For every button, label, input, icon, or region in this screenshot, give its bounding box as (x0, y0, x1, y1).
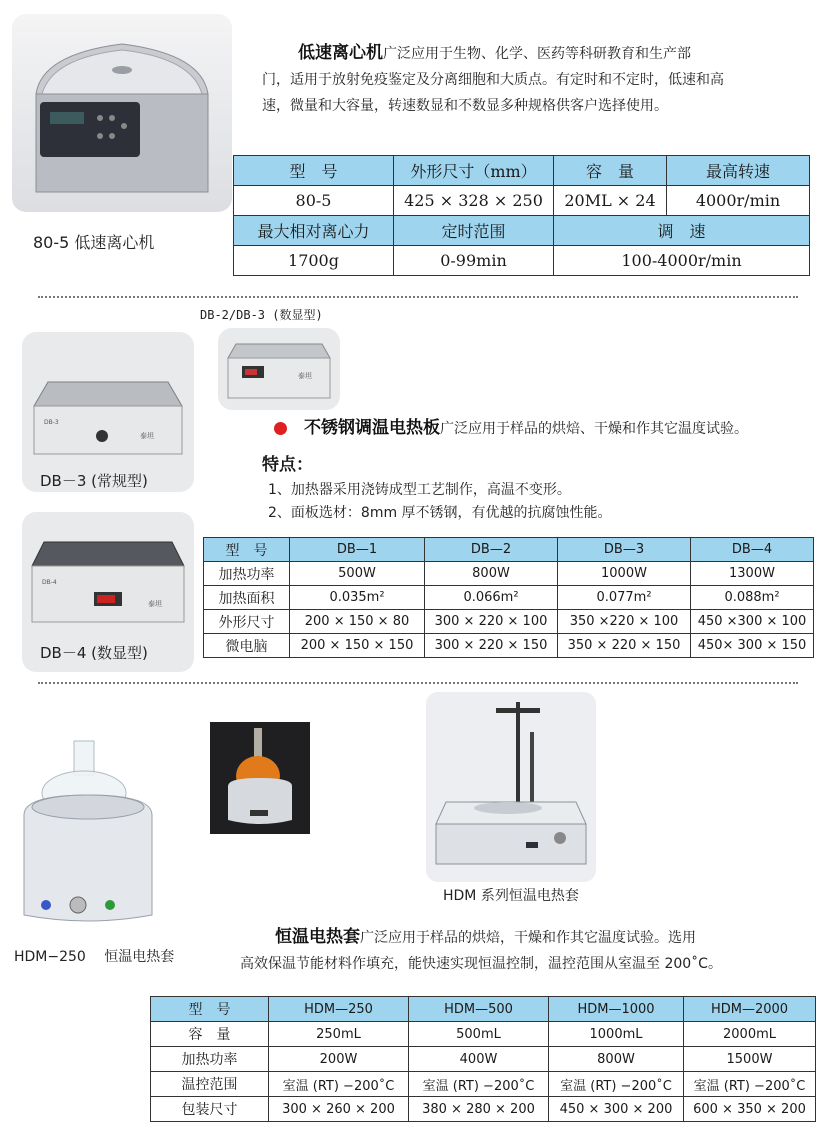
table-header-cell: 外形尺寸（mm） (394, 156, 554, 186)
mantle-hdm250-photo (18, 735, 158, 930)
table-cell: 100-4000r/min (554, 246, 810, 276)
table-header-cell: 容 量 (554, 156, 667, 186)
table-cell: 300 × 260 × 200 (269, 1097, 409, 1122)
table-cell: 室温 (RT) −200˚C (549, 1072, 684, 1097)
table-cell: 0.035m² (290, 586, 425, 610)
hotplate-db4-illustration (22, 512, 194, 642)
table-cell: 加热面积 (204, 586, 290, 610)
brand-mark: 泰坦 (148, 600, 162, 608)
table-cell: 2000mL (684, 1022, 816, 1047)
hotplate-db4-caption: DB－4 (数显型) (40, 644, 148, 662)
mantle-hdm250-illustration (18, 735, 158, 930)
table-cell: 1300W (691, 562, 814, 586)
table-header-cell: 调 速 (554, 216, 810, 246)
table-cell: 500mL (409, 1022, 549, 1047)
table-row (151, 1047, 816, 1072)
table-cell: 450 ×300 × 100 (691, 610, 814, 634)
table-cell: 4000r/min (667, 186, 810, 216)
hotplate-description (304, 415, 824, 442)
hotplate-desc: 广泛应用于样品的烘焙、干燥和作其它温度试验。 (440, 421, 748, 437)
table-header-cell: 定时范围 (394, 216, 554, 246)
centrifuge-desc-3: 速，微量和大容量，转速数显和不数显多种规格供客户选择使用。 (262, 98, 668, 114)
table-cell: 1500W (684, 1047, 816, 1072)
centrifuge-desc-2: 门，适用于放射免疫鉴定及分离细胞和大质点。有定时和不定时，低速和高 (262, 72, 724, 88)
table-cell: 20ML × 24 (554, 186, 667, 216)
hotplate-db2-illustration (218, 328, 340, 410)
table-cell: 加热功率 (151, 1047, 269, 1072)
centrifuge-value-row-1 (234, 186, 810, 216)
hotplate-title: 不锈钢调温电热板 (304, 418, 440, 438)
table-header-cell: DB—4 (691, 538, 814, 562)
table-cell: 350 × 220 × 150 (558, 634, 691, 658)
mantle-series-caption: HDM 系列恒温电热套 (443, 888, 579, 904)
table-cell: 200W (269, 1047, 409, 1072)
table-cell: 300 × 220 × 100 (425, 610, 558, 634)
table-cell: 400W (409, 1047, 549, 1072)
section-divider (38, 682, 798, 684)
centrifuge-desc-1: 广泛应用于生物、化学、医药等科研教育和生产部 (383, 46, 691, 62)
table-cell: 0.066m² (425, 586, 558, 610)
table-header-cell: DB—2 (425, 538, 558, 562)
table-header-cell: HDM—1000 (549, 997, 684, 1022)
hotplate-header-row (204, 538, 814, 562)
table-header-cell: 型 号 (204, 538, 290, 562)
panel-label: DB-3 (44, 419, 59, 426)
table-cell: 微电脑 (204, 634, 290, 658)
hotplate-top-caption: DB-2/DB-3 (数显型) (200, 308, 323, 322)
feature-2: 2、面板选材：8mm 厚不锈钢，有优越的抗腐蚀性能。 (268, 505, 612, 521)
centrifuge-photo (12, 14, 232, 212)
table-cell: 加热功率 (204, 562, 290, 586)
table-cell: 室温 (RT) −200˚C (409, 1072, 549, 1097)
mantle-title: 恒温电热套 (275, 927, 360, 947)
brand-mark: 泰坦 (140, 432, 154, 440)
table-cell: 250mL (269, 1022, 409, 1047)
table-cell: 500W (290, 562, 425, 586)
section-divider (38, 296, 798, 298)
table-cell: 350 ×220 × 100 (558, 610, 691, 634)
mantle-header-row (151, 997, 816, 1022)
table-cell: 室温 (RT) −200˚C (684, 1072, 816, 1097)
centrifuge-header-row-1 (234, 156, 810, 186)
table-header-cell: HDM—250 (269, 997, 409, 1022)
centrifuge-spec-table (233, 155, 810, 276)
feature-1: 1、加热器采用浇铸成型工艺制作，高温不变形。 (268, 482, 571, 498)
table-cell: 包装尺寸 (151, 1097, 269, 1122)
mantle-spec-table (150, 996, 816, 1122)
centrifuge-title: 低速离心机 (298, 43, 383, 63)
table-row (151, 1022, 816, 1047)
hotplate-spec-table (203, 537, 814, 658)
mantle-description (240, 924, 810, 977)
table-header-cell: 型 号 (234, 156, 394, 186)
table-cell: 200 × 150 × 150 (290, 634, 425, 658)
mantle-small-illustration (210, 722, 310, 834)
table-row (151, 1072, 816, 1097)
table-cell: 容 量 (151, 1022, 269, 1047)
table-row (204, 634, 814, 658)
table-cell: 200 × 150 × 80 (290, 610, 425, 634)
table-cell: 380 × 280 × 200 (409, 1097, 549, 1122)
table-cell: 600 × 350 × 200 (684, 1097, 816, 1122)
mantle-desc-2: 高效保温节能材料作填充，能快速实现恒温控制，温控范围从室温至 200˚C。 (240, 956, 722, 972)
features-heading: 特点： (262, 455, 313, 475)
bullet-icon (274, 422, 287, 435)
table-header-cell: HDM—500 (409, 997, 549, 1022)
centrifuge-description (262, 40, 802, 119)
table-header-cell: DB—3 (558, 538, 691, 562)
hotplate-db2-photo (218, 328, 340, 410)
table-cell: 80-5 (234, 186, 394, 216)
mantle-desc-1: 广泛应用于样品的烘焙，干燥和作其它温度试验。选用 (360, 930, 696, 946)
table-header-cell: DB—1 (290, 538, 425, 562)
centrifuge-header-row-2 (234, 216, 810, 246)
table-cell: 800W (549, 1047, 684, 1072)
table-header-cell: 型 号 (151, 997, 269, 1022)
table-cell: 1000W (558, 562, 691, 586)
table-cell: 1700g (234, 246, 394, 276)
table-header-cell: HDM—2000 (684, 997, 816, 1022)
table-cell: 0.077m² (558, 586, 691, 610)
centrifuge-value-row-2 (234, 246, 810, 276)
table-header-cell: 最大相对离心力 (234, 216, 394, 246)
panel-label: DB-4 (42, 579, 57, 586)
table-row (151, 1097, 816, 1122)
table-cell: 800W (425, 562, 558, 586)
hotplate-db3-photo (22, 332, 194, 492)
table-cell: 300 × 220 × 150 (425, 634, 558, 658)
table-cell: 0.088m² (691, 586, 814, 610)
table-cell: 温控范围 (151, 1072, 269, 1097)
table-cell: 425 × 328 × 250 (394, 186, 554, 216)
centrifuge-illustration (12, 14, 232, 212)
table-row (204, 562, 814, 586)
centrifuge-caption: 80-5 低速离心机 (33, 233, 155, 252)
table-row (204, 610, 814, 634)
hotplate-db3-caption: DB－3 (常规型) (40, 472, 148, 490)
table-cell: 1000mL (549, 1022, 684, 1047)
table-cell: 450 × 300 × 200 (549, 1097, 684, 1122)
table-cell: 外形尺寸 (204, 610, 290, 634)
brand-mark: 泰坦 (298, 372, 312, 380)
hotplate-db3-illustration (22, 332, 194, 472)
mantle-series-illustration (426, 692, 596, 882)
mantle-series-photo (426, 692, 596, 882)
table-cell: 室温 (RT) −200˚C (269, 1072, 409, 1097)
mantle-small-photo (210, 722, 310, 834)
mantle-hdm250-caption: HDM−250 恒温电热套 (14, 949, 175, 965)
table-row (204, 586, 814, 610)
table-cell: 0-99min (394, 246, 554, 276)
table-cell: 450× 300 × 150 (691, 634, 814, 658)
table-header-cell: 最高转速 (667, 156, 810, 186)
